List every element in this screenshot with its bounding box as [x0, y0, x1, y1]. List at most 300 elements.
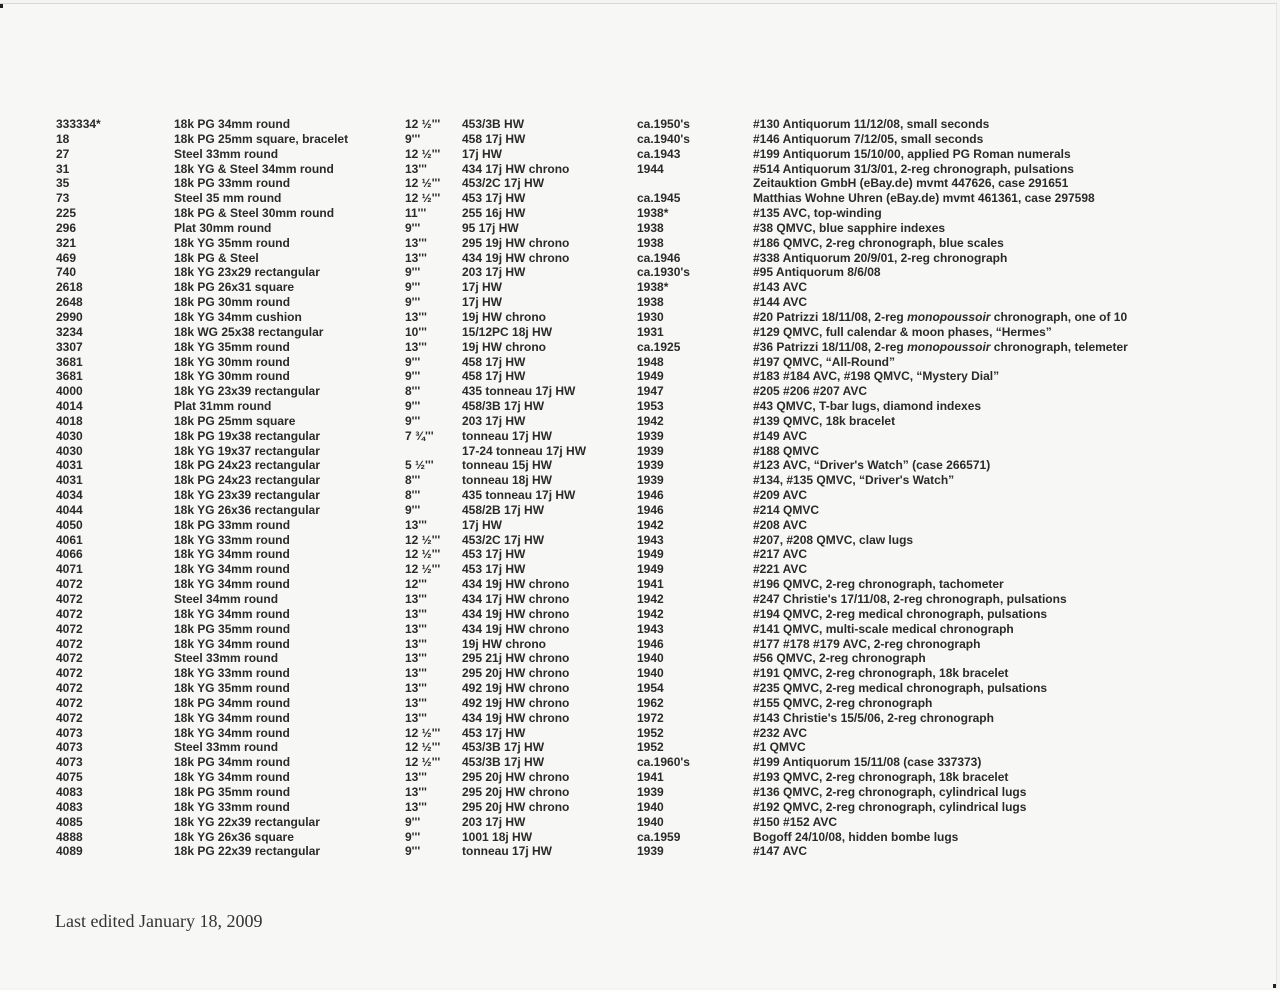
date: 1947: [637, 384, 664, 399]
reference-number: 4050: [56, 517, 83, 532]
provenance-notes: #194 QMVC, 2-reg medical chronograph, pulsations: [753, 606, 1048, 621]
movement-calibre: 435 tonneau 17j HW: [462, 488, 576, 503]
date: ca.1945: [637, 191, 681, 206]
provenance-notes: #149 AVC: [753, 428, 808, 443]
movement-size: 12 ½''': [405, 191, 441, 206]
movement-size: 13''': [405, 710, 427, 725]
date: 1940: [637, 666, 664, 681]
table-row: [0, 251, 1280, 266]
case-description: 18k PG & Steel 30mm round: [174, 206, 335, 221]
movement-calibre: 17j HW: [462, 146, 503, 161]
provenance-notes: #150 #152 AVC: [753, 814, 838, 829]
date: 1943: [637, 621, 664, 636]
date: ca.1930's: [637, 265, 690, 280]
provenance-notes: #136 QMVC, 2-reg chronograph, cylindrical lugs: [753, 784, 1027, 799]
table-row: [0, 444, 1280, 459]
movement-calibre: 435 tonneau 17j HW: [462, 384, 576, 399]
date: 1940: [637, 799, 664, 814]
table-row: [0, 369, 1280, 384]
provenance-notes: Bogoff 24/10/08, hidden bombe lugs: [753, 829, 959, 844]
date: 1954: [637, 681, 664, 696]
movement-size: 13''': [405, 666, 427, 681]
movement-size: 9''': [405, 844, 421, 859]
reference-number: 296: [56, 220, 77, 235]
case-description: Steel 34mm round: [174, 592, 279, 606]
date: 1949: [637, 562, 664, 577]
reference-number: 4073: [56, 740, 83, 755]
reference-number: 73: [56, 191, 70, 206]
movement-calibre: 434 19j HW chrono: [462, 621, 570, 636]
table-row: [0, 711, 1280, 726]
reference-number: 35: [56, 176, 70, 191]
table-row: [0, 265, 1280, 280]
provenance-notes: [753, 310, 1127, 325]
reference-number: 740: [56, 265, 77, 280]
table-row: [0, 740, 1280, 755]
reference-number: 4085: [56, 814, 83, 829]
provenance-notes: #232 AVC: [753, 725, 808, 740]
movement-calibre: 434 19j HW chrono: [462, 710, 570, 725]
table-row: [0, 518, 1280, 533]
provenance-notes: #192 QMVC, 2-reg chronograph, cylindrical lugs: [753, 799, 1027, 814]
movement-calibre: 453/2C 17j HW: [462, 176, 545, 191]
last-edited-note: Last edited January 18, 2009: [55, 911, 263, 931]
case-description: Steel 33mm round: [174, 740, 279, 755]
provenance-notes: #205 #206 #207 AVC: [753, 384, 868, 399]
notes-italic-term: monopoussoir: [907, 309, 991, 324]
watch-reference-table: [0, 117, 1280, 859]
movement-calibre: 453 17j HW: [462, 547, 526, 562]
reference-number: 4072: [56, 577, 83, 592]
reference-number: 4072: [56, 636, 83, 651]
case-description: 18k PG 24x23 rectangular: [174, 473, 321, 488]
reference-number: 4044: [56, 502, 83, 517]
case-description: 18k YG 33mm round: [174, 799, 290, 814]
movement-calibre: 434 19j HW chrono: [462, 606, 570, 621]
table-row: [0, 191, 1280, 206]
reference-number: 4072: [56, 592, 83, 606]
reference-number: 18: [56, 131, 70, 146]
table-row: [0, 592, 1280, 607]
case-description: 18k YG 34mm round: [174, 710, 290, 725]
movement-size: 9''': [405, 369, 421, 384]
date: 1938: [637, 235, 664, 250]
date: 1946: [637, 636, 664, 651]
provenance-notes: #338 Antiquorum 20/9/01, 2-reg chronograph: [753, 250, 1008, 265]
table-row: [0, 637, 1280, 652]
reference-number: 4072: [56, 621, 83, 636]
movement-calibre: 17j HW: [462, 517, 503, 532]
case-description: Steel 33mm round: [174, 146, 279, 161]
provenance-notes: #196 QMVC, 2-reg chronograph, tachometer: [753, 577, 1004, 592]
movement-size: 13''': [405, 517, 427, 532]
reference-number: 4031: [56, 473, 83, 488]
reference-number: 333334*: [56, 117, 101, 131]
date: 1938: [637, 295, 664, 310]
date: ca.1946: [637, 250, 681, 265]
movement-calibre: 295 20j HW chrono: [462, 784, 570, 799]
table-row: [0, 815, 1280, 830]
table-row: [0, 607, 1280, 622]
table-row: [0, 755, 1280, 770]
reference-number: 4888: [56, 829, 83, 844]
date: 1939: [637, 458, 664, 473]
table-row: [0, 770, 1280, 785]
date: 1938*: [637, 206, 669, 221]
reference-number: 4083: [56, 784, 83, 799]
reference-number: 2648: [56, 295, 83, 310]
movement-size: 10''': [405, 324, 427, 339]
date: 1943: [637, 532, 664, 547]
reference-number: 4073: [56, 755, 83, 770]
provenance-notes: #191 QMVC, 2-reg chronograph, 18k bracelet: [753, 666, 1009, 681]
provenance-notes: #143 Christie's 15/5/06, 2-reg chronograph: [753, 710, 994, 725]
provenance-notes: #56 QMVC, 2-reg chronograph: [753, 651, 926, 666]
case-description: 18k YG 34mm round: [174, 606, 290, 621]
table-row: [0, 458, 1280, 473]
movement-calibre: 453 17j HW: [462, 562, 526, 577]
reference-number: 4031: [56, 458, 83, 473]
movement-size: 9''': [405, 814, 421, 829]
reference-number: 4018: [56, 413, 83, 428]
movement-calibre: 453/3B HW: [462, 117, 525, 131]
date: 1972: [637, 710, 664, 725]
provenance-notes: #214 QMVC: [753, 502, 820, 517]
movement-calibre: 19j HW chrono: [462, 636, 547, 651]
movement-calibre: 458 17j HW: [462, 369, 526, 384]
provenance-notes: #146 Antiquorum 7/12/05, small seconds: [753, 131, 984, 146]
case-description: 18k YG & Steel 34mm round: [174, 161, 334, 176]
movement-size: 13''': [405, 651, 427, 666]
notes-italic-term: monopoussoir: [907, 339, 991, 354]
table-row: [0, 696, 1280, 711]
case-description: 18k YG 34mm cushion: [174, 309, 302, 324]
case-description: 18k PG 35mm round: [174, 621, 291, 636]
case-description: 18k YG 35mm round: [174, 681, 290, 696]
movement-size: 13''': [405, 339, 427, 354]
date: 1939: [637, 473, 664, 488]
movement-calibre: tonneau 17j HW: [462, 428, 553, 443]
notes-text: #20 Patrizzi 18/11/08, 2-reg: [753, 309, 908, 324]
movement-calibre: 453/3B 17j HW: [462, 740, 545, 755]
provenance-notes: #130 Antiquorum 11/12/08, small seconds: [753, 117, 990, 131]
movement-size: 7 ¾''': [405, 428, 434, 443]
table-row: [0, 280, 1280, 295]
provenance-notes: #1 QMVC: [753, 740, 806, 755]
movement-calibre: 458 17j HW: [462, 131, 526, 146]
table-row: [0, 414, 1280, 429]
provenance-notes: #188 QMVC: [753, 443, 820, 458]
movement-size: 9''': [405, 502, 421, 517]
reference-number: 321: [56, 235, 77, 250]
date: 1948: [637, 354, 664, 369]
provenance-notes: #177 #178 #179 AVC, 2-reg chronograph: [753, 636, 981, 651]
table-row: [0, 132, 1280, 147]
movement-size: 8''': [405, 473, 421, 488]
provenance-notes: #43 QMVC, T-bar lugs, diamond indexes: [753, 399, 982, 414]
table-row: [0, 429, 1280, 444]
movement-calibre: 295 20j HW chrono: [462, 770, 570, 785]
table-row: [0, 147, 1280, 162]
case-description: 18k PG 34mm round: [174, 755, 291, 770]
provenance-notes: #199 Antiquorum 15/11/08 (case 337373): [753, 755, 982, 770]
case-description: 18k YG 22x39 rectangular: [174, 814, 320, 829]
table-row: [0, 503, 1280, 518]
date: ca.1940's: [637, 131, 690, 146]
movement-calibre: 203 17j HW: [462, 413, 526, 428]
reference-number: 4072: [56, 606, 83, 621]
reference-number: 3307: [56, 339, 83, 354]
table-row: [0, 340, 1280, 355]
provenance-notes: #514 Antiquorum 31/3/01, 2-reg chronograph, pulsations: [753, 161, 1074, 176]
date: 1930: [637, 309, 664, 324]
provenance-notes: #207, #208 QMVC, claw lugs: [753, 532, 914, 547]
provenance-notes: #144 AVC: [753, 295, 808, 310]
reference-number: 4073: [56, 725, 83, 740]
date: 1938*: [637, 280, 669, 295]
case-description: 18k YG 23x39 rectangular: [174, 488, 320, 503]
table-row: [0, 533, 1280, 548]
date: 1942: [637, 413, 664, 428]
movement-calibre: 453/3B 17j HW: [462, 755, 545, 770]
provenance-notes: #199 Antiquorum 15/10/00, applied PG Roman numerals: [753, 146, 1071, 161]
movement-size: 12''': [405, 577, 427, 592]
table-row: [0, 384, 1280, 399]
date: ca.1959: [637, 829, 681, 844]
scan-corner-mark: [0, 4, 3, 8]
movement-size: 13''': [405, 799, 427, 814]
movement-calibre: 19j HW chrono: [462, 339, 547, 354]
reference-number: 3234: [56, 324, 83, 339]
scan-corner-mark: [1273, 984, 1276, 988]
reference-number: 4061: [56, 532, 83, 547]
notes-text: #36 Patrizzi 18/11/08, 2-reg: [753, 339, 908, 354]
movement-size: 12 ½''': [405, 532, 441, 547]
reference-number: 4072: [56, 666, 83, 681]
movement-size: 12 ½''': [405, 740, 441, 755]
movement-calibre: 458/2B 17j HW: [462, 502, 545, 517]
movement-calibre: 15/12PC 18j HW: [462, 324, 553, 339]
movement-calibre: 453 17j HW: [462, 191, 526, 206]
case-description: 18k YG 26x36 square: [174, 829, 294, 844]
movement-calibre: 203 17j HW: [462, 814, 526, 829]
reference-number: 3681: [56, 354, 83, 369]
case-description: 18k YG 34mm round: [174, 636, 290, 651]
case-description: 18k PG & Steel: [174, 250, 259, 265]
table-row: [0, 577, 1280, 592]
table-row: [0, 562, 1280, 577]
movement-calibre: 1001 18j HW: [462, 829, 533, 844]
notes-text: chronograph, telemeter: [990, 339, 1128, 354]
movement-calibre: 492 19j HW chrono: [462, 695, 570, 710]
provenance-notes: #217 AVC: [753, 547, 808, 562]
movement-size: 12 ½''': [405, 176, 441, 191]
provenance-notes: #247 Christie's 17/11/08, 2-reg chronograph, pulsations: [753, 592, 1067, 606]
date: 1946: [637, 488, 664, 503]
provenance-notes: #134, #135 QMVC, “Driver's Watch”: [753, 473, 955, 488]
movement-size: 13''': [405, 309, 427, 324]
movement-size: 8''': [405, 384, 421, 399]
case-description: 18k YG 34mm round: [174, 562, 290, 577]
date: ca.1943: [637, 146, 681, 161]
table-row: [0, 355, 1280, 370]
movement-size: 13''': [405, 681, 427, 696]
table-row: [0, 117, 1280, 132]
date: 1939: [637, 428, 664, 443]
movement-size: 9''': [405, 829, 421, 844]
movement-calibre: 295 21j HW chrono: [462, 651, 570, 666]
reference-number: 4072: [56, 651, 83, 666]
case-description: 18k YG 35mm round: [174, 235, 290, 250]
movement-calibre: tonneau 18j HW: [462, 473, 553, 488]
date: 1952: [637, 740, 664, 755]
date: 1949: [637, 369, 664, 384]
date: 1946: [637, 502, 664, 517]
case-description: 18k YG 34mm round: [174, 770, 290, 785]
provenance-notes: #147 AVC: [753, 844, 808, 859]
movement-calibre: 95 17j HW: [462, 220, 519, 235]
case-description: Plat 31mm round: [174, 399, 272, 414]
movement-calibre: 458/3B 17j HW: [462, 399, 545, 414]
reference-number: 2990: [56, 309, 83, 324]
movement-size: 9''': [405, 413, 421, 428]
movement-calibre: 255 16j HW: [462, 206, 526, 221]
case-description: 18k PG 22x39 rectangular: [174, 844, 321, 859]
movement-size: 13''': [405, 636, 427, 651]
table-row: [0, 325, 1280, 340]
provenance-notes: #123 AVC, “Driver's Watch” (case 266571): [753, 458, 991, 473]
table-row: [0, 295, 1280, 310]
provenance-notes: #95 Antiquorum 8/6/08: [753, 265, 881, 280]
case-description: Plat 30mm round: [174, 220, 272, 235]
case-description: 18k PG 30mm round: [174, 295, 291, 310]
provenance-notes: #221 AVC: [753, 562, 808, 577]
notes-text: chronograph, one of 10: [990, 309, 1128, 324]
movement-size: 9''': [405, 265, 421, 280]
provenance-notes: [753, 340, 1128, 355]
movement-calibre: 295 20j HW chrono: [462, 666, 570, 681]
case-description: 18k YG 35mm round: [174, 339, 290, 354]
case-description: 18k PG 24x23 rectangular: [174, 458, 321, 473]
movement-size: 13''': [405, 621, 427, 636]
reference-number: 31: [56, 161, 70, 176]
table-row: [0, 176, 1280, 191]
movement-size: 9''': [405, 354, 421, 369]
movement-calibre: 453/2C 17j HW: [462, 532, 545, 547]
reference-number: 4075: [56, 770, 83, 785]
movement-calibre: tonneau 15j HW: [462, 458, 553, 473]
reference-number: 4034: [56, 488, 83, 503]
reference-number: 225: [56, 206, 77, 221]
reference-number: 4072: [56, 695, 83, 710]
reference-number: 4066: [56, 547, 83, 562]
reference-number: 4089: [56, 844, 83, 859]
case-description: 18k PG 25mm square: [174, 413, 296, 428]
provenance-notes: #183 #184 AVC, #198 QMVC, “Mystery Dial”: [753, 369, 1000, 384]
table-row: [0, 785, 1280, 800]
date: 1942: [637, 606, 664, 621]
movement-size: 5 ½''': [405, 458, 434, 473]
movement-calibre: 492 19j HW chrono: [462, 681, 570, 696]
table-row: [0, 310, 1280, 325]
movement-size: 13''': [405, 250, 427, 265]
date: 1962: [637, 695, 664, 710]
movement-size: 13''': [405, 592, 427, 606]
movement-size: 12 ½''': [405, 725, 441, 740]
date: 1939: [637, 443, 664, 458]
case-description: 18k YG 33mm round: [174, 532, 290, 547]
movement-size: 13''': [405, 770, 427, 785]
movement-size: 9''': [405, 295, 421, 310]
movement-size: 9''': [405, 280, 421, 295]
table-row: [0, 726, 1280, 741]
date: 1938: [637, 220, 664, 235]
movement-calibre: 17-24 tonneau 17j HW: [462, 443, 587, 458]
movement-size: 12 ½''': [405, 755, 441, 770]
case-description: 18k YG 30mm round: [174, 369, 290, 384]
movement-calibre: 17j HW: [462, 280, 503, 295]
date: 1952: [637, 725, 664, 740]
date: ca.1950's: [637, 117, 690, 131]
case-description: 18k YG 30mm round: [174, 354, 290, 369]
case-description: 18k YG 33mm round: [174, 666, 290, 681]
table-row: [0, 236, 1280, 251]
table-row: [0, 473, 1280, 488]
date: 1939: [637, 844, 664, 859]
movement-size: 12 ½''': [405, 117, 441, 131]
table-row: [0, 399, 1280, 414]
movement-size: 12 ½''': [405, 146, 441, 161]
movement-calibre: 453 17j HW: [462, 725, 526, 740]
reference-number: 4072: [56, 681, 83, 696]
movement-calibre: 17j HW: [462, 295, 503, 310]
movement-calibre: tonneau 17j HW: [462, 844, 553, 859]
provenance-notes: Matthias Wohne Uhren (eBay.de) mvmt 461361, case 297598: [753, 191, 1095, 206]
provenance-notes: #235 QMVC, 2-reg medical chronograph, pulsations: [753, 681, 1048, 696]
movement-calibre: 458 17j HW: [462, 354, 526, 369]
case-description: 18k WG 25x38 rectangular: [174, 324, 324, 339]
date: 1941: [637, 577, 664, 592]
movement-calibre: 434 19j HW chrono: [462, 250, 570, 265]
movement-calibre: 295 19j HW chrono: [462, 235, 570, 250]
date: 1953: [637, 399, 664, 414]
movement-calibre: 19j HW chrono: [462, 309, 547, 324]
table-row: [0, 844, 1280, 859]
movement-size: 13''': [405, 784, 427, 799]
date: 1949: [637, 547, 664, 562]
movement-calibre: 434 19j HW chrono: [462, 577, 570, 592]
movement-size: 12 ½''': [405, 562, 441, 577]
case-description: 18k PG 19x38 rectangular: [174, 428, 321, 443]
case-description: 18k YG 19x37 rectangular: [174, 443, 320, 458]
reference-number: 2618: [56, 280, 83, 295]
case-description: 18k PG 25mm square, bracelet: [174, 131, 349, 146]
table-row: [0, 206, 1280, 221]
reference-number: 27: [56, 146, 70, 161]
reference-number: 4000: [56, 384, 83, 399]
case-description: 18k YG 34mm round: [174, 577, 290, 592]
date: 1941: [637, 770, 664, 785]
provenance-notes: Zeitauktion GmbH (eBay.de) mvmt 447626, case 291651: [753, 176, 1069, 191]
movement-calibre: 203 17j HW: [462, 265, 526, 280]
table-row: [0, 622, 1280, 637]
provenance-notes: #209 AVC: [753, 488, 808, 503]
provenance-notes: #197 QMVC, “All-Round”: [753, 354, 896, 369]
table-row: [0, 221, 1280, 236]
provenance-notes: #129 QMVC, full calendar & moon phases, “Hermes”: [753, 324, 1052, 339]
date: 1944: [637, 161, 664, 176]
date: ca.1960's: [637, 755, 690, 770]
